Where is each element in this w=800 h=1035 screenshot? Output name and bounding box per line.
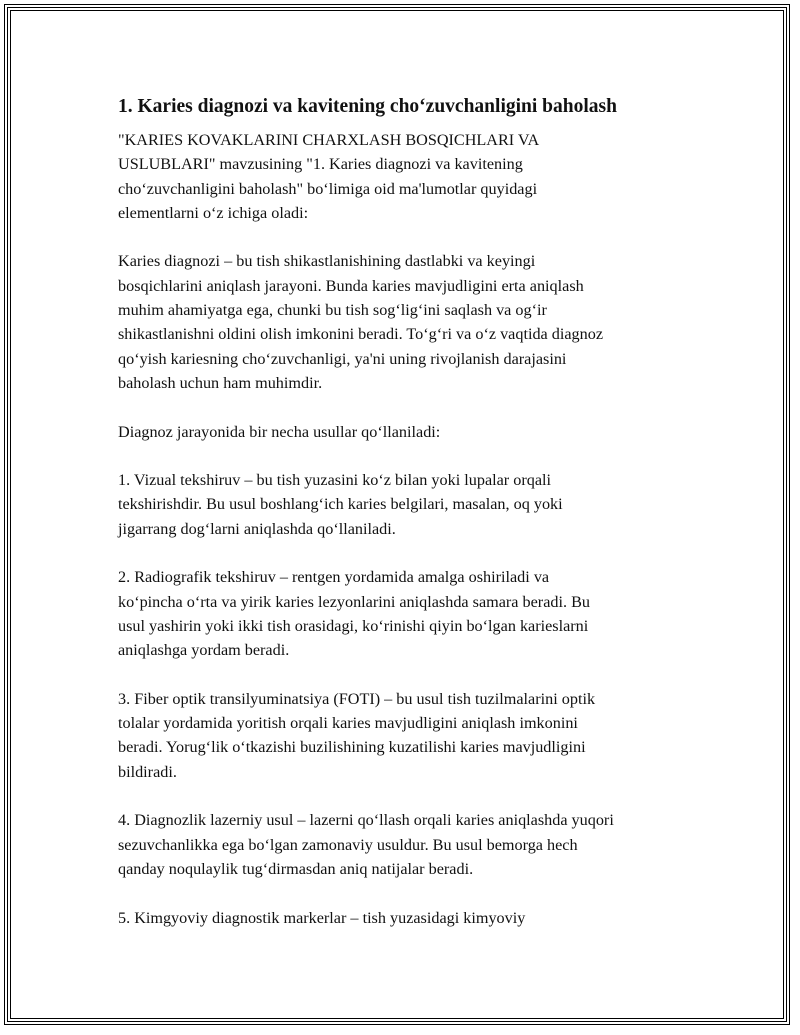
paragraph: [118, 808, 693, 881]
text-line: tekshirishdir. Bu usul boshlang‘ich karies belgilari, masalan, oq yoki: [118, 495, 563, 514]
text-line: cho‘zuvchanligini baholash" bo‘limiga oid ma'lumotlar quyidagi: [118, 179, 538, 198]
paragraph: [118, 420, 693, 444]
text-line: qanday noqulaylik tug‘dirmasdan aniq natijalar beradi.: [118, 859, 474, 878]
section-title: 1. Karies diagnozi va kavitening cho‘zuvchanligini baholash: [118, 96, 617, 117]
paragraph: [118, 249, 693, 395]
text-line: elementlarni o‘z ichiga oladi:: [118, 203, 309, 222]
text-line: qo‘yish kariesning cho‘zuvchanligi, ya'ni uning rivojlanish darajasini: [118, 349, 567, 368]
text-line: Karies diagnozi – bu tish shikastlanishining dastlabki va keyingi: [118, 252, 536, 271]
text-line: sezuvchanlikka ega bo‘lgan zamonaviy usuldur. Bu usul bemorga hech: [118, 835, 578, 854]
paragraph: [118, 565, 693, 662]
text-line: bildiradi.: [118, 762, 177, 781]
text-line: "KARIES KOVAKLARINI CHARXLASH BOSQICHLARI VA: [118, 131, 540, 149]
text-line: 2. Radiografik tekshiruv – rentgen yordamida amalga oshiriladi va: [118, 568, 550, 587]
text-line: USLUBLARI" mavzusining "1. Karies diagnozi va kavitening: [118, 155, 523, 174]
text-line: muhim ahamiyatga ega, chunki bu tish sog‘lig‘ini saqlash va og‘ir: [118, 301, 547, 320]
text-line: tolalar yordamida yoritish orqali karies mavjudligini aniqlash imkonini: [118, 714, 578, 733]
text-line: 4. Diagnozlik lazerniy usul – lazerni qo‘llash orqali karies aniqlashda yuqori: [118, 811, 614, 830]
text-line: 1. Vizual tekshiruv – bu tish yuzasini ko‘z bilan yoki lupalar orqali: [118, 471, 552, 490]
text-line: usul yashirin yoki ikki tish orasidagi, ko‘rinishi qiyin bo‘lgan karieslarni: [118, 616, 589, 635]
paragraph-list: [118, 128, 693, 930]
paragraph: [118, 468, 693, 541]
text-line: bosqichlarini aniqlash jarayoni. Bunda karies mavjudligini erta aniqlash: [118, 276, 584, 295]
text-line: shikastlanishni oldini olish imkonini beradi. To‘g‘ri va o‘z vaqtida diagnoz: [118, 325, 604, 344]
text-line: Diagnoz jarayonida bir necha usullar qo‘llaniladi:: [118, 422, 441, 441]
paragraph: [118, 128, 693, 225]
text-line: jigarrang dog‘larni aniqlashda qo‘llaniladi.: [118, 519, 396, 538]
text-line: aniqlashga yordam beradi.: [118, 641, 290, 660]
text-line: 3. Fiber optik transilyuminatsiya (FOTI) – bu usul tish tuzilmalarini optik: [118, 689, 596, 708]
paragraph: [118, 906, 693, 930]
document-body: [118, 94, 693, 954]
text-line: ko‘pincha o‘rta va yirik karies lezyonlarini aniqlashda samara beradi. Bu: [118, 592, 590, 611]
text-line: baholash uchun ham muhimdir.: [118, 373, 323, 392]
text-line: 5. Kimgyoviy diagnostik markerlar – tish yuzasidagi kimyoviy: [118, 908, 526, 927]
text-line: beradi. Yorug‘lik o‘tkazishi buzilishining kuzatilishi karies mavjudligini: [118, 738, 586, 757]
paragraph: [118, 687, 693, 784]
